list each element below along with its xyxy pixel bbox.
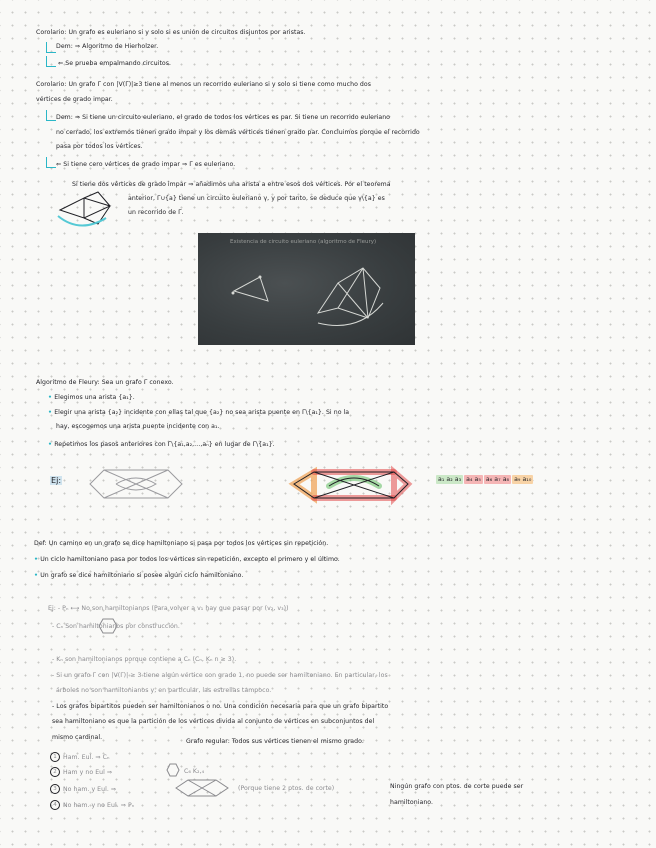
blackboard-drawing bbox=[198, 233, 415, 345]
def-ham-2: • Un ciclo hamiltoniano pasa por todos los vértices sin repetición, excepto el primero y el último. bbox=[34, 556, 340, 563]
fleury-step-2b: hay, escogemos una arista puente incidente con a₁. bbox=[56, 423, 220, 430]
ej-ham-6: - Los grafos bipartitos pueden ser hamiltonianos o no. Una condición necesaria para que un grafo bipartito bbox=[52, 703, 389, 710]
dem-bracket bbox=[46, 42, 56, 53]
fleury-step-2: • Elegir una arista {a₂} incidente con ellas tal que {a₂} no sea arista puente en Γ\{a₁}. Si no la bbox=[48, 409, 350, 416]
case-3-reason: (Porque tiene 2 ptos. de corte) bbox=[238, 785, 335, 792]
blackboard-photo bbox=[198, 233, 415, 345]
ej-ham-4: - Si un grafo Γ con |V(Γ)| ≥ 3 tiene algún vértice con grado 1, no puede ser hamiltoniano. En particular, los bbox=[52, 672, 388, 679]
corolario-2: Corolario: Un grafo Γ con |V(Γ)|≥3 tiene al menos un recorrido euleriano si y solo si tiene como mucho dos bbox=[36, 81, 372, 88]
corolario-2b: vértices de grado impar. bbox=[36, 96, 113, 103]
case-4: 4 No ham. y no Eul. ⇒ Pₙ bbox=[50, 800, 134, 810]
corolario-1: Corolario: Un grafo es euleriano si y solo si es unión de circuitos disjuntos por aristas. bbox=[36, 29, 306, 36]
bullet: • bbox=[48, 409, 55, 416]
case-1: 1 Ham. Eul. ⇒ Cₙ bbox=[50, 752, 110, 762]
photo-caption: Existencia de circuito euleriano (algoritmo de Fleury) bbox=[230, 239, 377, 245]
dem-bracket-4 bbox=[46, 157, 56, 168]
ej-ham-5: árboles no son hamiltonianos y, en particular, las estrellas tampoco. bbox=[56, 687, 272, 694]
bullet: • bbox=[48, 394, 55, 401]
def-ham-3: • Un grafo se dice hamiltoniano si posee algún ciclo hamiltoniano. bbox=[34, 572, 244, 579]
ej-ham-7: sea hamiltoniano es que la partición de los vértices divida al conjunto de vértices en subconjuntos del bbox=[52, 718, 375, 725]
dem-3: Dem: ⇒ Si tiene un circuito euleriano, el grado de todos los vértices es par. Si tiene un recorrido euleriano bbox=[56, 114, 391, 121]
dem-3c: pasa por todos los vértices. bbox=[56, 143, 143, 150]
bowtie-icon bbox=[172, 778, 232, 798]
seq-chip: a₄ a₅ bbox=[466, 476, 481, 483]
dem-4d: un recorrido de Γ. bbox=[128, 209, 184, 216]
case-3-note: Ningún grafo con ptos. de corte puede ser bbox=[390, 783, 524, 790]
c6-icon bbox=[166, 763, 180, 777]
bullet: • bbox=[34, 572, 41, 579]
bullet: • bbox=[48, 441, 55, 448]
seq-chip: a₆ a₇ a₈ bbox=[485, 476, 510, 483]
fleury-title: Algoritmo de Fleury: Sea un grafo Γ conexo. bbox=[36, 379, 174, 386]
dem-4c: anterior, Γ∪{a} tiene un circuito euleriano γ, y por tanto, se deduce que γ\{a} es bbox=[128, 195, 385, 202]
seq-chip: a₉ a₁₀ bbox=[514, 476, 532, 483]
example-label: Ej: bbox=[51, 476, 62, 485]
grafo-regular: Grafo regular: Todos sus vértices tienen el mismo grado. bbox=[186, 738, 364, 745]
dem-3b: no cerrado, los extremos tienen grado impar y los demás vértices tienen grado par. Concluimos porque el recorrido bbox=[56, 129, 420, 136]
fleury-step-3: • Repetimos los pasos anteriores con Γ\{a₁,a₂,…,aₙ} en lugar de Γ\{a₁}. bbox=[48, 441, 275, 448]
fleury-graph-colored bbox=[284, 464, 424, 508]
ej-ham-8: mismo cardinal. bbox=[52, 734, 103, 741]
hexagon-icon bbox=[98, 618, 118, 634]
ej-ham-2: - Cₙ Son hamiltonianos por construcción. bbox=[52, 623, 180, 630]
ej-ham-3: - Kₙ son hamiltonianos porque contiene a Cₙ (Cₙ, Kₙ n ≥ 3). bbox=[52, 656, 237, 663]
case-2: 2 Ham y no Eul ⇒ bbox=[50, 767, 112, 777]
dem-line-2: ⇐ Se prueba empalmando circuitos. bbox=[58, 60, 172, 67]
dem-bracket-2 bbox=[46, 56, 56, 67]
bullet: • bbox=[34, 556, 41, 563]
dem-line: Dem: ⇒ Algoritmo de Hierholzer. bbox=[56, 43, 159, 50]
case-3: 3 No ham. y Eul. ⇒ bbox=[50, 784, 116, 794]
case-3-note-b: hamiltoniano. bbox=[390, 799, 434, 806]
fleury-sequence bbox=[436, 475, 534, 484]
dem-4: ⇐ Si tiene cero vértices de grado impar ⇒ Γ es euleriano. bbox=[56, 161, 236, 168]
seq-chip: a₁ a₂ a₃ bbox=[438, 476, 462, 483]
case-2-graphs: C₆ K₂,₄ bbox=[184, 768, 205, 775]
dem-bracket-3 bbox=[46, 110, 56, 121]
fleury-step-1: • Elegimos una arista {a₁}. bbox=[48, 394, 135, 401]
fleury-graph-plain bbox=[86, 464, 188, 504]
dem-4b: Si tiene dos vértices de grado impar ⇒ añadimos una arista a entre esos dos vértices. Por el teorema bbox=[72, 181, 391, 188]
ej-ham-1: Ej: - Pₙ ⟷ No son hamiltonianos (Para volver a v₁ hay que pasar por (v₂, v₃)) bbox=[48, 605, 289, 612]
bowtie-sketch bbox=[50, 188, 122, 230]
def-ham-1: Def: Un camino en un grafo se dice hamiltoniano si pasa por todos los vértices sin repetición. bbox=[34, 540, 329, 547]
